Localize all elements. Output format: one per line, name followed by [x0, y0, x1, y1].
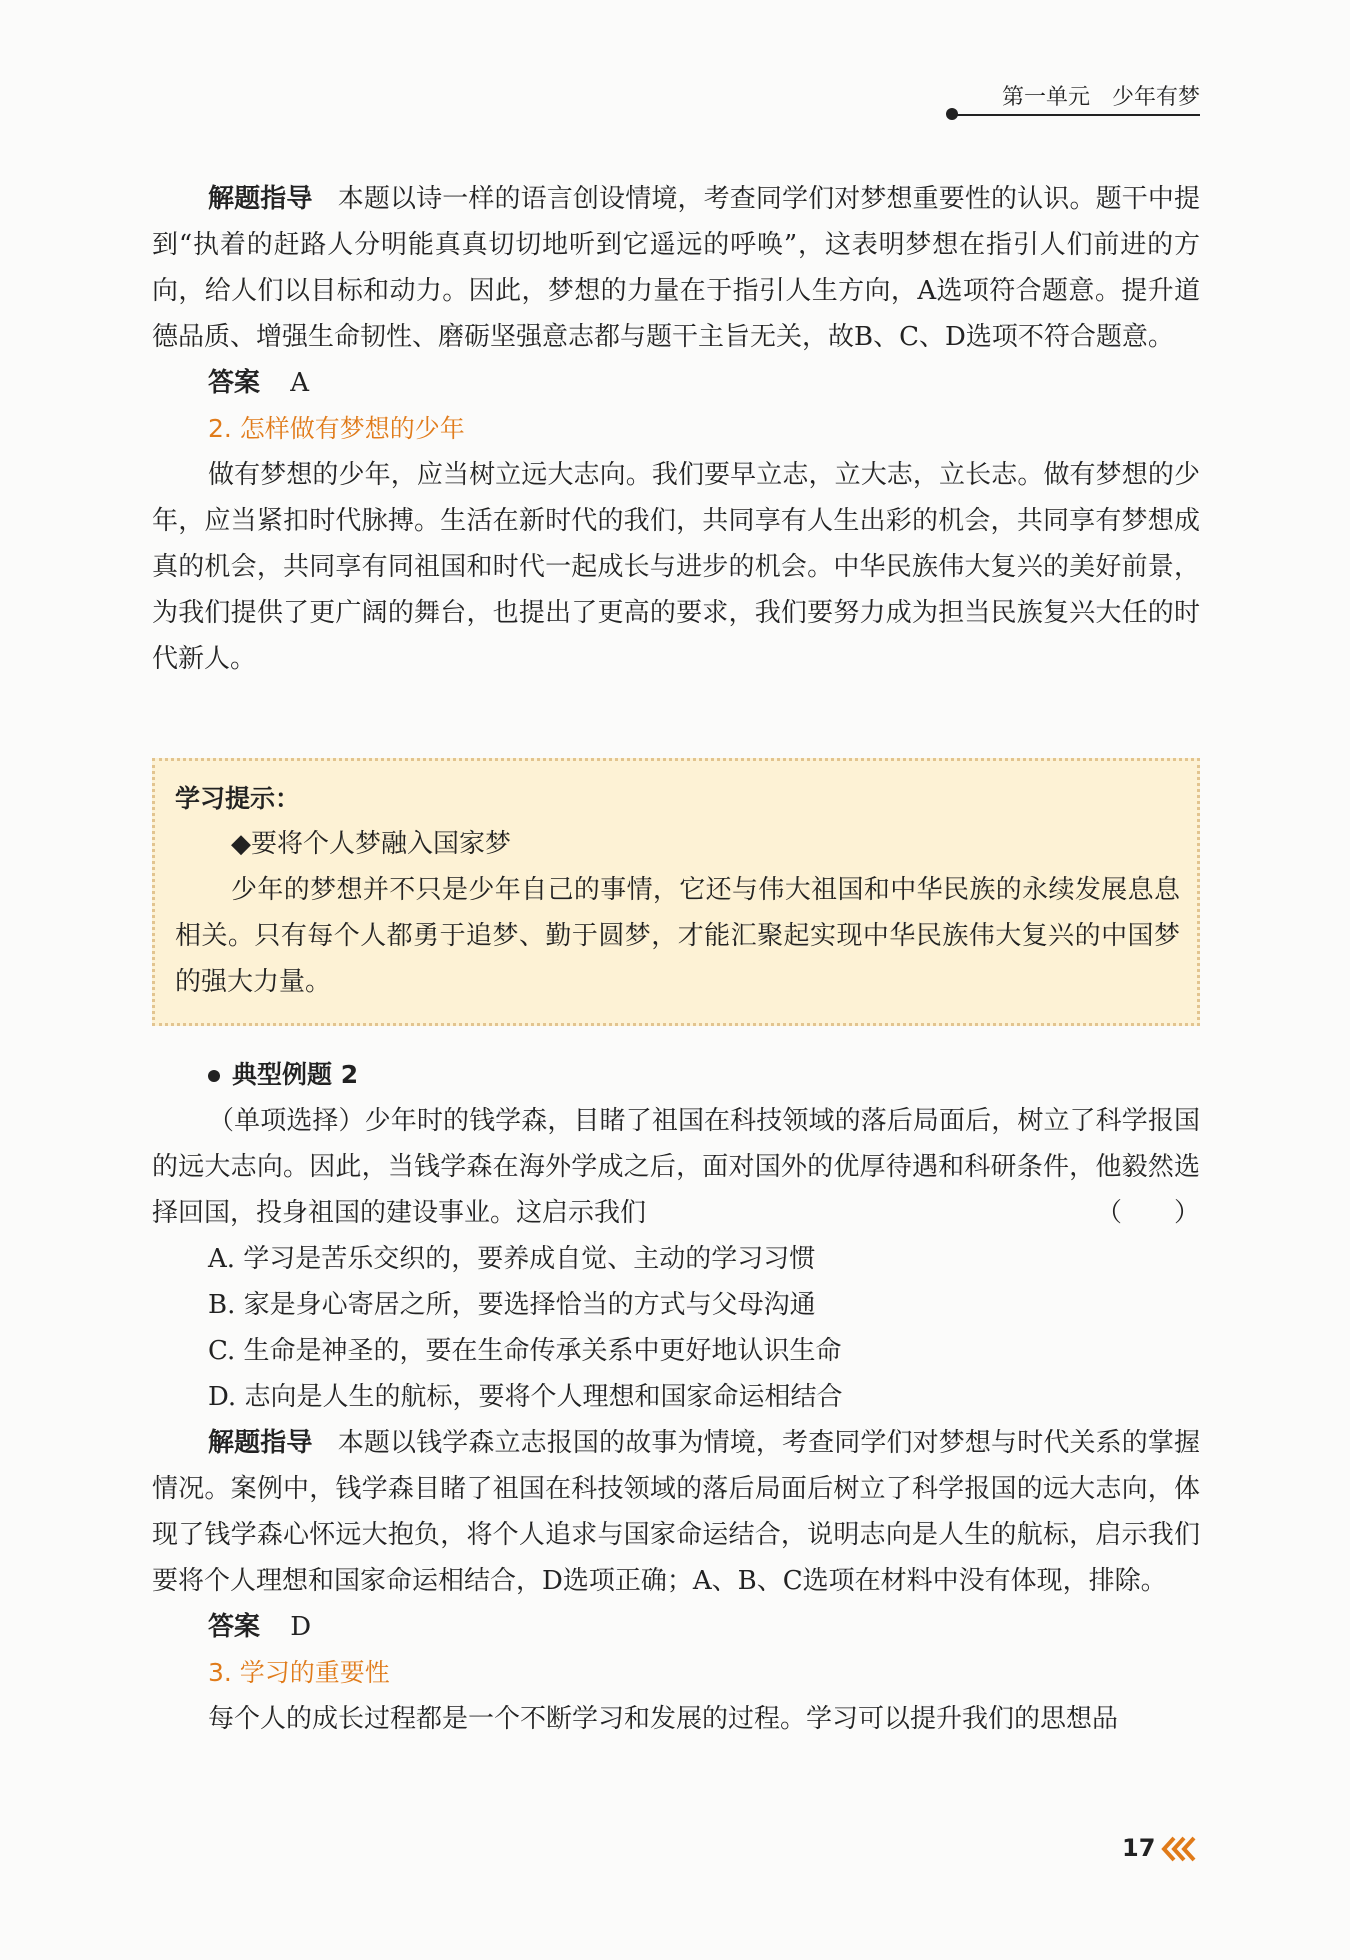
section-title-2: 2. 怎样做有梦想的少年 [208, 414, 465, 443]
section-2-paragraph: 做有梦想的少年，应当树立远大志向。我们要早立志，立大志，立长志。做有梦想的少年，应当紧扣时代脉搏。生活在新时代的我们，共同享有人生出彩的机会，共同享有梦想成真的机会，共同享有同祖国和时代一起成长与进步的机会。中华民族伟大复兴的美好前景，为我们提供了更广阔的舞台，也提出了更高的要求，我们要努力成为担当民族复兴大任的时代新人。 [152, 460, 1200, 674]
section-title-3: 3. 学习的重要性 [208, 1658, 390, 1687]
upper-content [152, 176, 1200, 682]
example-content [152, 1052, 1200, 1742]
option-d: D. 志向是人生的航标，要将个人理想和国家命运相结合 [208, 1382, 843, 1412]
section-3-paragraph: 每个人的成长过程都是一个不断学习和发展的过程。学习可以提升我们的思想品 [208, 1704, 1119, 1734]
answer-value-2: D [290, 1612, 312, 1642]
chevron-left-icon [1160, 1836, 1200, 1862]
option-a: A. 学习是苦乐交织的，要养成自觉、主动的学习习惯 [208, 1244, 816, 1274]
answer-label: 答案 [208, 368, 261, 398]
study-tip-box [152, 758, 1200, 1026]
bullet-icon [208, 1070, 220, 1082]
option-b: B. 家是身心寄居之所，要选择恰当的方式与父母沟通 [208, 1290, 816, 1320]
tip-text: 少年的梦想并不只是少年自己的事情，它还与伟大祖国和中华民族的永续发展息息相关。只有每个人都勇于追梦、勤于圆梦，才能汇聚起实现中华民族伟大复兴的中国梦的强大力量。 [175, 875, 1180, 997]
guide-text-2: 本题以钱学森立志报国的故事为情境，考查同学们对梦想与时代关系的掌握情况。案例中，钱学森目睹了祖国在科技领域的落后局面后树立了科学报国的远大志向，体现了钱学森心怀远大抱负，将个人追求与国家命运结合，说明志向是人生的航标，启示我们要将个人理想和国家命运相结合，D选项正确；A、B、C选项在材料中没有体现，排除。 [152, 1428, 1200, 1596]
page-number: 17 [1122, 1834, 1156, 1862]
guide-paragraph-2 [152, 1420, 1200, 1604]
example-title-text: 典型例题 2 [232, 1060, 359, 1089]
example-title [152, 1052, 1200, 1098]
answer-paren: （ ） [1095, 1198, 1200, 1228]
tip-body [175, 821, 1180, 1005]
guide-label-2: 解题指导 [208, 1428, 313, 1458]
answer-label-2: 答案 [208, 1612, 261, 1642]
question-text: （单项选择）少年时的钱学森，目睹了祖国在科技领域的落后局面后，树立了科学报国的远大志向。因此，当钱学森在海外学成之后，面对国外的优厚待遇和科研条件，他毅然选择回国，投身祖国的建设事业。这启示我们 [152, 1106, 1200, 1228]
guide-paragraph-1 [152, 176, 1200, 360]
guide-text: 本题以诗一样的语言创设情境，考查同学们对梦想重要性的认识。题干中提到“执着的赶路人分明能真真切切地听到它遥远的呼唤”，这表明梦想在指引人们前进的方向，给人们以目标和动力。因此，梦想的力量在于指引人生方向，A选项符合题意。提升道德品质、增强生命韧性、磨砺坚强意志都与题干主旨无关，故B、C、D选项不符合题意。 [152, 184, 1200, 352]
chapter-header: 第一单元 少年有梦 [950, 80, 1200, 116]
tip-title: 学习提示： [175, 784, 301, 813]
header-dot [946, 108, 958, 120]
answer-row-1 [152, 360, 1200, 406]
answer-value: A [290, 368, 310, 398]
guide-label: 解题指导 [208, 184, 313, 214]
example-question [152, 1098, 1200, 1236]
option-c: C. 生命是神圣的，要在生命传承关系中更好地认识生命 [208, 1336, 842, 1366]
answer-row-2 [152, 1604, 1200, 1650]
tip-point: ◆要将个人梦融入国家梦 [231, 829, 511, 859]
